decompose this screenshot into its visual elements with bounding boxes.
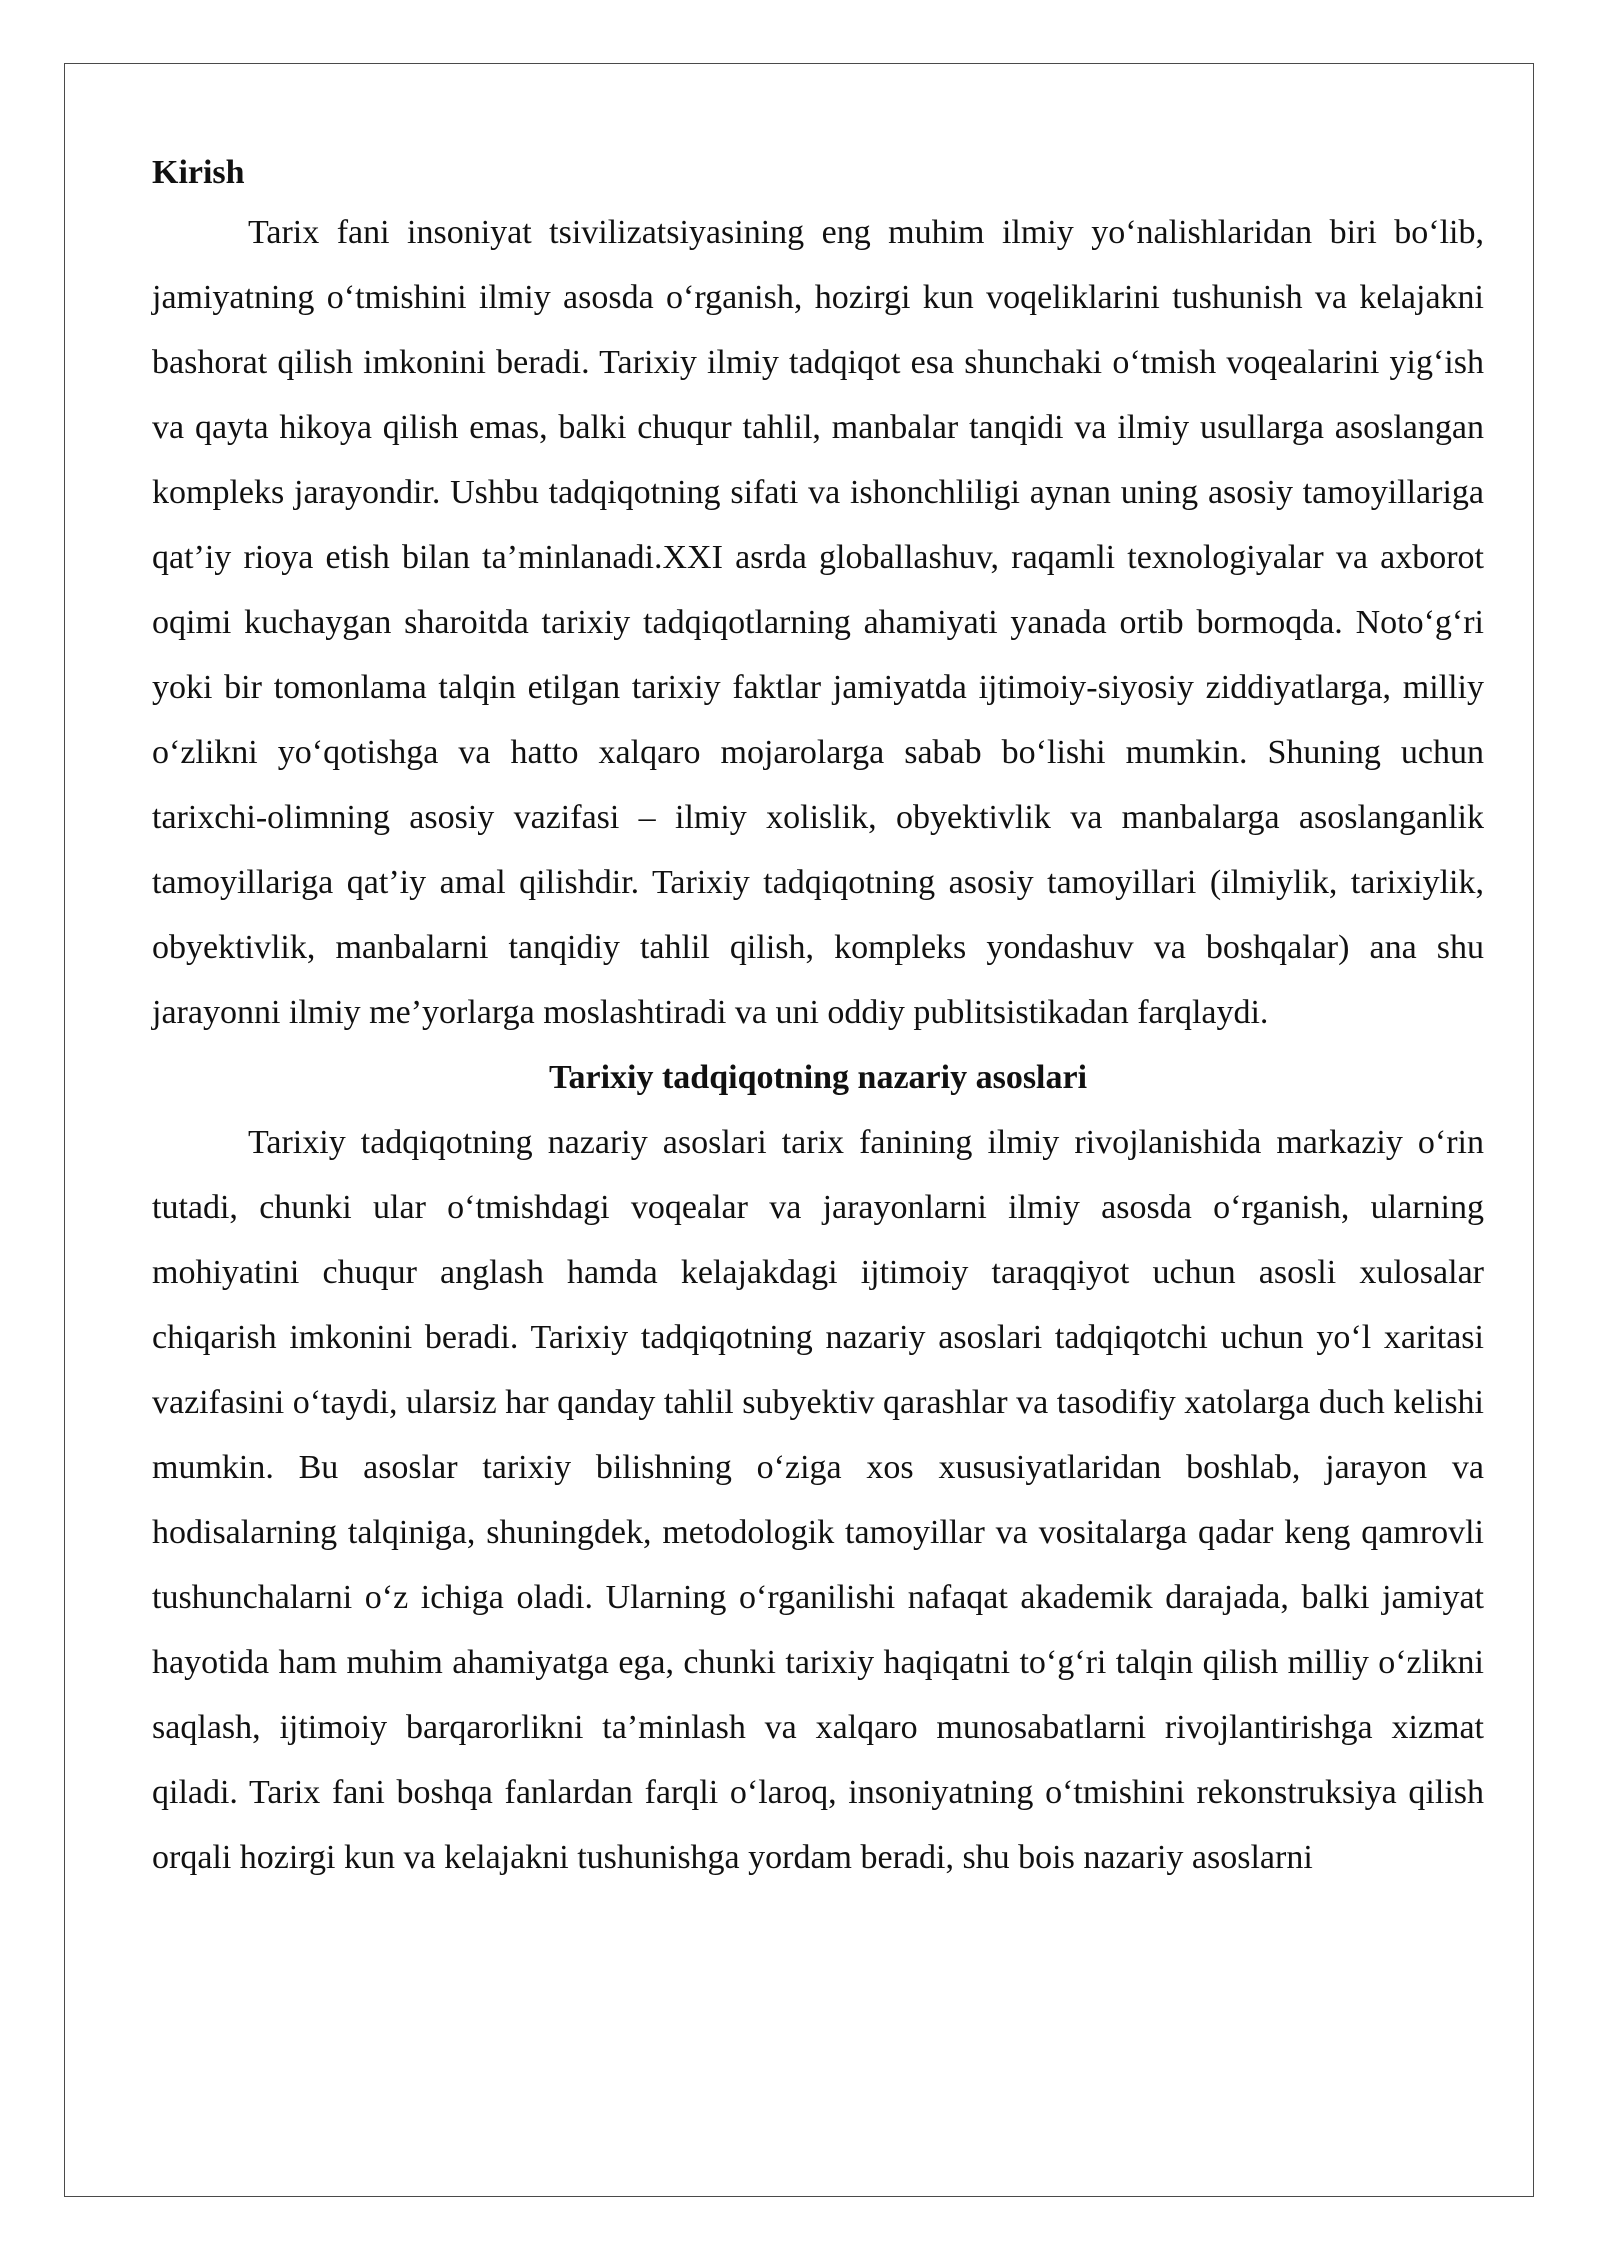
section-heading: Tarixiy tadqiqotning nazariy asoslari (548, 1059, 1088, 1096)
introduction-paragraph: Tarix fani insoniyat tsivilizatsiyasining eng muhim ilmiy yo‘nalishlaridan biri bo‘lib, jamiyatning o‘tmishini ilmiy asosda o‘rganish, hozirgi kun voqeliklarini tushunish va kelajakni bashorat qilish imkonini beradi. Tarixiy ilmiy tadqiqot esa shunchaki o‘tmish voqealarini yig‘ish va qayta hikoya qilish emas, balki chuqur tahlil, manbalar tanqidi va ilmiy usullarga asoslangan kompleks jarayondir. Ushbu tadqiqotning sifati va ishonchliligi aynan uning asosiy tamoyillariga qat’iy rioya etish bilan ta’minlanadi.XXI asrda globallashuv, raqamli texnologiyalar va axborot oqimi kuchaygan sharoitda tarixiy tadqiqotlarning ahamiyati yanada ortib bormoqda. Noto‘g‘ri yoki bir tomonlama talqin etilgan tarixiy faktlar jamiyatda ijtimoiy-siyosiy ziddiyatlarga, milliy o‘zlikni yo‘qotishga va hatto xalqaro mojarolarga sabab bo‘lishi mumkin. Shuning uchun tarixchi-olimning asosiy vazifasi – ilmiy xolislik, obyektivlik va manbalarga asoslanganlik tamoyillariga qat’iy amal qilishdir. Tarixiy tadqiqotning asosiy tamoyillari (ilmiylik, tarixiylik, obyektivlik, manbalarni tanqidiy tahlil qilish, kompleks yondashuv va boshqalar) ana shu jarayonni ilmiy me’yorlarga moslashtiradi va uni oddiy publitsistikadan farqlaydi. (152, 214, 1484, 1031)
document-body (152, 146, 1484, 1890)
section-paragraph: Tarixiy tadqiqotning nazariy asoslari tarix fanining ilmiy rivojlanishida markaziy o‘rin tutadi, chunki ular o‘tmishdagi voqealar va jarayonlarni ilmiy asosda o‘rganish, ularning mohiyatini chuqur anglash hamda kelajakdagi ijtimoiy taraqqiyot uchun asosli xulosalar chiqarish imkonini beradi. Tarixiy tadqiqotning nazariy asoslari tadqiqotchi uchun yo‘l xaritasi vazifasini o‘taydi, ularsiz har qanday tahlil subyektiv qarashlar va tasodifiy xatolarga duch kelishi mumkin. Bu asoslar tarixiy bilishning o‘ziga xos xususiyatlaridan boshlab, jarayon va hodisalarning talqiniga, shuningdek, metodologik tamoyillar va vositalarga qadar keng qamrovli tushunchalarni o‘z ichiga oladi. Ularning o‘rganilishi nafaqat akademik darajada, balki jamiyat hayotida ham muhim ahamiyatga ega, chunki tarixiy haqiqatni to‘g‘ri talqin qilish milliy o‘zlikni saqlash, ijtimoiy barqarorlikni ta’minlash va xalqaro munosabatlarni rivojlantirishga xizmat qiladi. Tarix fani boshqa fanlardan farqli o‘laroq, insoniyatning o‘tmishini rekonstruksiya qilish orqali hozirgi kun va kelajakni tushunishga yordam beradi, shu bois nazariy asoslarni (152, 1124, 1484, 1876)
introduction-heading: Kirish (152, 154, 245, 191)
